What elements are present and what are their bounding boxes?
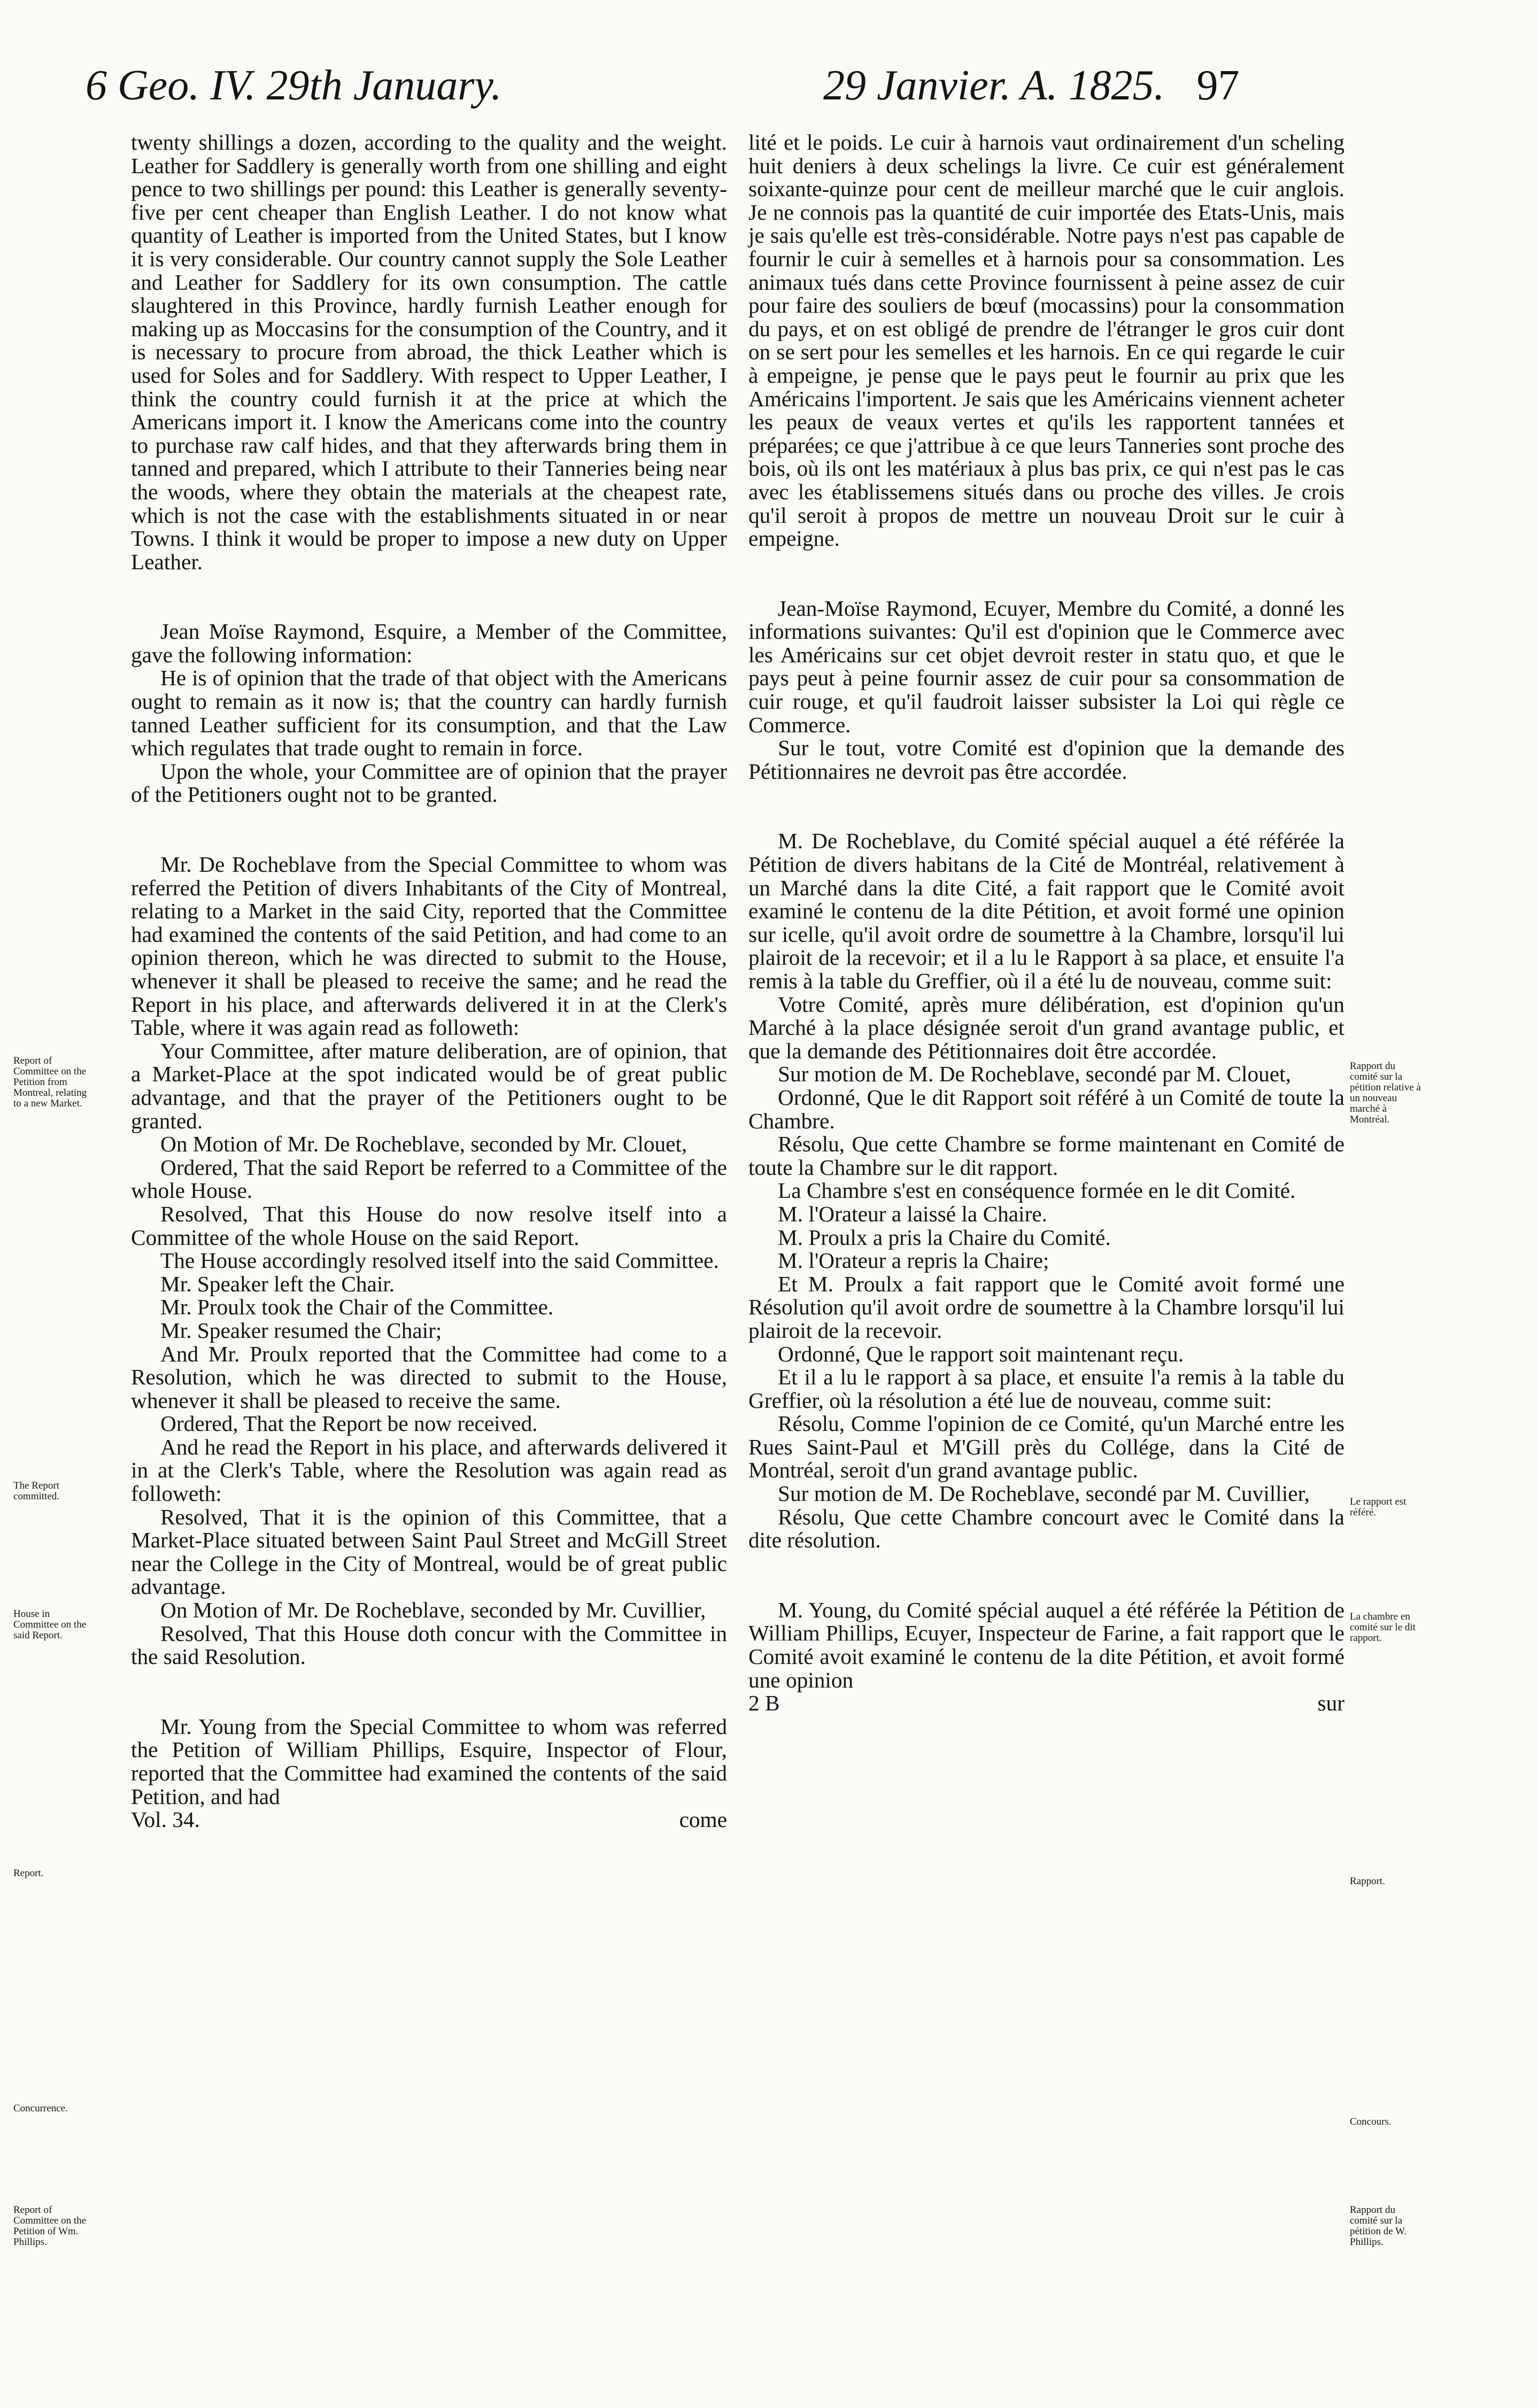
french-column	[748, 131, 1344, 1715]
header-left	[86, 64, 501, 107]
fr-para: Et il a lu le rapport à sa place, et ensuite l'a remis à la table du Greffier, où la résolution a été lue de nouveau, comme suit:	[748, 1365, 1344, 1413]
en-para: Ordered, That the Report be now received.	[160, 1411, 538, 1436]
fr-block-3	[748, 830, 1344, 1552]
en-para: And Mr. Proulx reported that the Committee had come to a Resolution, which he was directed to submit to the House, whenever it shall be pleased to receive the same.	[131, 1341, 727, 1413]
en-para: Your Committee, after mature deliberation, are of opinion, that a Market-Place at the spot indicated would be of great public advantage, and that the prayer of the Petitioners ought to be granted.	[131, 1038, 727, 1133]
catchword-en: come	[679, 1807, 727, 1832]
en-block-1	[131, 131, 727, 574]
fr-para: Résolu, Comme l'opinion de ce Comité, qu'un Marché entre les Rues Saint-Paul et M'Gill près du Collége, dans la Cité de Montréal, seroit d'un grand avantage public.	[748, 1411, 1344, 1483]
fr-para: M. Young, du Comité spécial auquel a été référée la Pétition de William Phillips, Ecuyer, Inspecteur de Farine, a fait rapport que le Comité avoit examiné le contenu de la dite Pétition, et avoit formé une opinion	[748, 1597, 1344, 1692]
en-para: Upon the whole, your Committee are of opinion that the prayer of the Petitioners ought not to be granted.	[131, 758, 727, 807]
english-column	[131, 131, 727, 1832]
fr-block-4	[748, 1599, 1344, 1715]
fr-para: Votre Comité, après mure délibération, est d'opinion qu'un Marché à la place désignée seroit d'un grand avantage public, et que la demande des Pétitionnaires doit être accordée.	[748, 992, 1344, 1063]
en-block-3	[131, 853, 727, 1669]
margin-note-right: Rapport du comité sur la pétition relative à un nouveau marché à Montréal.	[1350, 1060, 1421, 1125]
en-para: Mr. Speaker resumed the Chair;	[160, 1318, 442, 1343]
en-para: Resolved, That this House doth concur with the Committee in the said Resolution.	[131, 1621, 727, 1669]
fr-para: La Chambre s'est en conséquence formée en le dit Comité.	[778, 1178, 1296, 1203]
header-right	[823, 64, 1239, 107]
margin-note-left: Report of Committee on the Petition from Montreal, relating to a new Market.	[13, 1055, 87, 1109]
en-para: Mr. De Rocheblave from the Special Committee to whom was referred the Petition of divers Inhabitants of the City of Montreal, relating to a Market in the said City, reported that the Committee had examined the contents of the said Petition, and had come to an opinion thereon, which he was directed to submit to the House, whenever it shall be pleased to receive the same; and he read the Report in his place, and afterwards delivered it in at the Clerk's Table, where it was again read as followeth:	[131, 852, 727, 1040]
fr-para: Et M. Proulx a fait rapport que le Comité avoit formé une Résolution qu'il avoit ordre de soumettre à la Chambre lorsqu'il lui plairoit de la recevoir.	[748, 1271, 1344, 1343]
fr-para: Sur motion de M. De Rocheblave, secondé par M. Clouet,	[778, 1062, 1291, 1087]
fr-para: Résolu, Que cette Chambre se forme maintenant en Comité de toute la Chambre sur le dit rapport.	[748, 1132, 1344, 1180]
margin-note-right: Rapport.	[1350, 1876, 1385, 1887]
fr-para: Ordonné, Que le rapport soit maintenant reçu.	[778, 1341, 1184, 1366]
en-para: And he read the Report in his place, and afterwards delivered it in at the Clerk's Table, where the Resolution was again read as followeth:	[131, 1434, 727, 1506]
en-para: On Motion of Mr. De Rocheblave, seconded by Mr. Clouet,	[160, 1132, 687, 1157]
fr-para: M. Proulx a pris la Chaire du Comité.	[778, 1225, 1111, 1250]
signature-mark: 2 B	[748, 1691, 780, 1716]
catchword-fr: sur	[1317, 1691, 1344, 1716]
fr-para: Jean-Moïse Raymond, Ecuyer, Membre du Comité, a donné les informations suivantes: Qu'il est d'opinion que le Commerce avec les Américains sur cet objet devroit rester in statu quo, et que le pays peut à peine fournir assez de cuir pour sa consommation de cuir rouge, et qu'il faudroit laisser subsister la Loi qui règle ce Commerce.	[748, 595, 1344, 737]
fr-para: M. l'Orateur a laissé la Chaire.	[778, 1201, 1047, 1226]
fr-para: lité et le poids. Le cuir à harnois vaut ordinairement d'un scheling huit deniers à deux schelings la livre. Ce cuir est généralement soixante-quinze pour cent de meilleur marché que le cuir anglois. Je ne connois pas la quantité de cuir importée des Etats-Unis, mais je sais qu'elle est très-considérable. Notre pays n'est pas capable de fournir le cuir à semelles et à harnois pour sa consommation. Les animaux tués dans cette Province fournissent à peine assez de cuir pour faire des souliers de bœuf (mocassins) pour la consommation du pays, et on est obligé de prendre de l'étranger le gros cuir dont on se sert pour les semelles et les harnois. En ce qui regarde le cuir à empeigne, je pense que le pays peut le fournir au prix que les Américains l'importent. Je sais que les Américains viennent acheter les peaux de veaux vertes et qu'ils les rapportent tannées et préparées; ce que j'attribue à ce que leurs Tanneries sont proche des bois, où ils ont les matériaux à plus bas prix, ce qui n'est pas le cas avec les établissemens situés dans ou proche des villes. Je crois qu'il seroit à propos de mettre un nouveau Droit sur le cuir à empeigne.	[748, 130, 1344, 551]
en-para: Ordered, That the said Report be referred to a Committee of the whole House.	[131, 1155, 727, 1203]
margin-note-right: Rapport du comité sur la pétition de W. Phillips.	[1350, 2204, 1407, 2248]
page-number: 97	[1196, 62, 1240, 109]
en-para: Mr. Speaker left the Chair.	[160, 1271, 395, 1296]
fr-para: Sur le tout, votre Comité est d'opinion que la demande des Pétitionnaires ne devroit pas être accordée.	[748, 735, 1344, 784]
volume-label: Vol. 34.	[131, 1807, 200, 1832]
fr-block-1	[748, 131, 1344, 551]
en-para: On Motion of Mr. De Rocheblave, seconded by Mr. Cuvillier,	[160, 1598, 706, 1623]
margin-note-left: The Report committed.	[13, 1480, 60, 1502]
en-footer	[131, 1808, 727, 1832]
en-para: Mr. Young from the Special Committee to whom was referred the Petition of William Phillips, Esquire, Inspector of Flour, reported that the Committee had examined the contents of the said Petition, and had	[131, 1714, 727, 1809]
fr-para: M. De Rocheblave, du Comité spécial auquel a été référée la Pétition de divers habitans de la Cité de Montréal, relativement à un Marché dans la dite Cité, a fait rapport que le Comité avoit examiné le contenu de la dite Pétition, et avoit formé une opinion sur icelle, qu'il avoit ordre de soumettre à la Chambre, lorsqu'il lui plairoit de la recevoir; et il a lu le Rapport à sa place, et ensuite l'a remis à la table du Greffier, où il a été lu de nouveau, comme suit:	[748, 829, 1344, 993]
fr-para: M. l'Orateur a repris la Chaire;	[778, 1248, 1049, 1273]
fr-footer	[748, 1692, 1344, 1715]
en-block-2	[131, 620, 727, 807]
en-block-4	[131, 1715, 727, 1832]
margin-note-right: Concours.	[1350, 2116, 1392, 2127]
header-right-text: 29 Janvier. A. 1825.	[823, 62, 1165, 109]
fr-para: Sur motion de M. De Rocheblave, secondé par M. Cuvillier,	[778, 1481, 1310, 1506]
margin-note-left: Report of Committee on the Petition of Wm. Phillips.	[13, 2204, 87, 2248]
fr-para: Résolu, Que cette Chambre concourt avec le Comité dans la dite résolution.	[748, 1504, 1344, 1553]
en-para: The House accordingly resolved itself into the said Committee.	[160, 1248, 719, 1273]
en-para: Resolved, That it is the opinion of this Committee, that a Market-Place situated between Saint Paul Street and McGill Street near the College in the City of Montreal, would be of great public advantage.	[131, 1504, 727, 1599]
en-para: Resolved, That this House do now resolve itself into a Committee of the whole House on the said Report.	[131, 1201, 727, 1250]
margin-note-left: Concurrence.	[13, 2103, 68, 2114]
fr-block-2	[748, 597, 1344, 784]
margin-note-left: Report.	[13, 1868, 44, 1879]
en-para: He is of opinion that the trade of that object with the Americans ought to remain as it now is; that the country can hardly furnish tanned Leather sufficient for its consumption, and that the Law which regulates that trade ought to remain in force.	[131, 665, 727, 761]
margin-note-right: Le rapport est référé.	[1350, 1496, 1406, 1518]
en-para: twenty shillings a dozen, according to the quality and the weight. Leather for Saddlery is generally worth from one shilling and eight pence to two shillings per pound: this Leather is generally seventy-five per cent cheaper than English Leather. I do not know what quantity of Leather is imported from the United States, but I know it is very considerable. Our country cannot supply the Sole Leather and Leather for Saddlery for its own consumption. The cattle slaughtered in this Province, hardly furnish Leather enough for making up as Moccasins for the consumption of the Country, and it is necessary to procure from abroad, the thick Leather which is used for Soles and for Saddlery. With respect to Upper Leather, I think the country could furnish it at the price at which the Americans import it. I know the Americans come into the country to purchase raw calf hides, and that they afterwards bring them in tanned and prepared, which I attribute to their Tanneries being near the woods, where they obtain the materials at the cheapest rate, which is not the case with the establishments situated in or near Towns. I think it would be proper to impose a new duty on Upper Leather.	[131, 130, 727, 574]
en-para: Jean Moïse Raymond, Esquire, a Member of the Committee, gave the following information:	[131, 619, 727, 667]
fr-para: Ordonné, Que le dit Rapport soit référé à un Comité de toute la Chambre.	[748, 1085, 1344, 1133]
header-left-text: 6 Geo. IV. 29th January.	[86, 62, 502, 109]
margin-note-left: House in Committee on the said Report.	[13, 1608, 87, 1641]
margin-note-right: La chambre en comité sur le dit rapport.	[1350, 1611, 1416, 1644]
en-para: Mr. Proulx took the Chair of the Committee.	[160, 1295, 554, 1320]
